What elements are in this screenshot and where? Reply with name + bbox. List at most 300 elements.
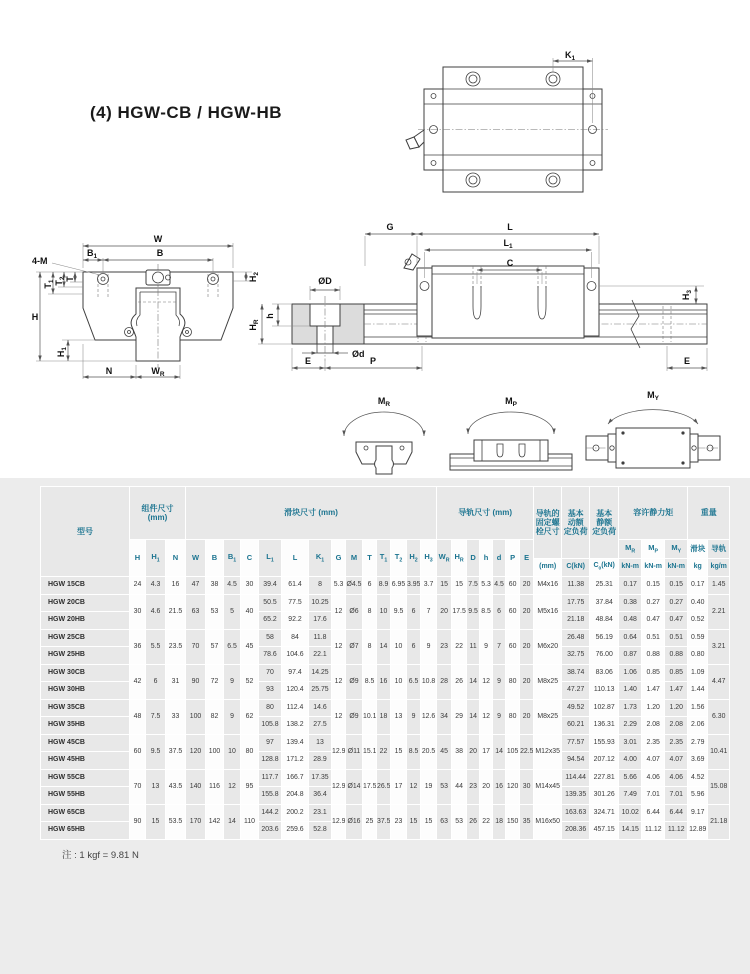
data-cell: 0.15 [642,577,664,594]
data-cell: 15.08 [708,770,729,804]
header-cell: 组件尺寸 (mm) [130,487,185,539]
data-cell: 1.09 [688,665,707,682]
data-cell: 15 [452,577,466,594]
header-cell: B [206,540,223,576]
data-cell: 92.2 [282,612,308,629]
data-cell: 9.5 [391,595,406,629]
data-cell: 16 [377,665,390,699]
data-cell: 95 [241,770,258,804]
header-cell: C(kN) [562,559,589,576]
data-cell: 10 [391,665,406,699]
dim-l1-label: $L_1$ [503,238,513,251]
dim-od-label: ØD [318,276,332,286]
data-cell: M6x20 [534,630,561,664]
data-cell: 37.5 [166,735,185,769]
data-cell: 2.79 [688,735,707,752]
data-cell: 2.29 [619,717,641,734]
data-cell: 21.5 [166,595,185,629]
data-cell: 0.64 [619,630,641,647]
data-cell: 7.49 [619,787,641,804]
header-cell: kg [688,559,707,576]
data-cell: 5.5 [146,630,165,664]
dim-odd-label: Ød [352,349,365,359]
data-cell: 1.73 [619,700,641,717]
data-cell: 0.48 [619,612,641,629]
data-cell: 104.6 [282,647,308,664]
data-cell: 301.26 [590,787,618,804]
table-row [41,805,729,822]
data-cell: 24 [130,577,145,594]
data-cell: 90 [186,665,205,699]
header-cell: P [506,540,519,576]
data-cell: 8 [363,630,376,664]
data-cell: 0.88 [665,647,687,664]
data-cell: Ø9 [346,665,362,699]
data-cell: 20 [520,595,533,629]
header-cell: 重量 [688,487,729,539]
dim-h3-label: $H_3$ [681,289,694,301]
spec-table-panel [0,478,750,974]
data-cell: 80 [241,735,258,769]
data-cell: 5.96 [688,787,707,804]
header-cell: D [467,540,479,576]
data-cell: 136.31 [590,717,618,734]
data-cell: M8x25 [534,700,561,734]
data-cell: 12 [332,665,345,699]
header-cell: kN-m [665,559,687,576]
dim-wr-label: $W_R$ [151,366,165,379]
data-cell: 204.8 [282,787,308,804]
data-cell: 78.6 [259,647,281,664]
header-cell: $K_1$ [309,540,331,576]
data-cell: 163.63 [562,805,589,822]
data-cell: HGW 15CB [41,577,129,594]
header-cell: L [282,540,308,576]
data-cell: 110.13 [590,682,618,699]
data-cell: 8.5 [407,735,420,769]
header-cell: 型号 [41,487,129,576]
data-cell: 155.8 [259,787,281,804]
data-cell: 35 [520,805,533,839]
data-cell: M5x16 [534,595,561,629]
data-cell: 53 [437,770,451,804]
data-cell: 29 [452,700,466,734]
data-cell: 14 [467,665,479,699]
data-cell: 63 [186,595,205,629]
data-cell: 6.30 [708,700,729,734]
data-cell: 77.5 [282,595,308,612]
data-cell: 58 [259,630,281,647]
data-cell: 14 [467,700,479,734]
data-cell: 6.5 [407,665,420,699]
data-cell: 4.3 [146,577,165,594]
data-cell: 60 [506,577,519,594]
data-cell: 144.2 [259,805,281,822]
data-cell: 97 [259,735,281,752]
data-cell: 10 [391,630,406,664]
dim-b1-label: $B_1$ [86,248,98,261]
data-cell: 140 [186,770,205,804]
data-cell: 10.41 [708,735,729,769]
data-cell: 7.01 [642,787,664,804]
data-cell: 21.18 [562,612,589,629]
data-cell: 13 [146,770,165,804]
data-cell: 0.51 [642,630,664,647]
data-cell: 1.45 [708,577,729,594]
dim-p-label: P [369,356,377,366]
data-cell: 0.85 [665,665,687,682]
data-cell: M4x16 [534,577,561,594]
header-cell: $T_2$ [391,540,406,576]
data-cell: M12x35 [534,735,561,769]
data-cell: HGW 65HB [41,822,129,839]
data-cell: 37.5 [377,805,390,839]
data-cell: 42 [130,665,145,699]
data-cell: 90 [130,805,145,839]
data-cell: 3.7 [421,577,436,594]
data-cell: 14 [377,630,390,664]
data-cell: 39.4 [259,577,281,594]
data-cell: 120.4 [282,682,308,699]
side-view-diagram [248,216,718,386]
header-cell: 滑块 [688,540,707,558]
data-cell: 170 [186,805,205,839]
table-row [41,665,729,682]
header-cell: C [241,540,258,576]
data-cell: 7.01 [665,787,687,804]
data-cell: 27.5 [309,717,331,734]
data-cell: 38 [452,735,466,769]
data-cell: 0.87 [619,647,641,664]
data-cell: 11.38 [562,577,589,594]
data-cell: HGW 25CB [41,630,129,647]
data-cell: 10.8 [421,665,436,699]
data-cell: 72 [206,665,223,699]
data-cell: 60 [130,735,145,769]
data-cell: 207.12 [590,752,618,769]
data-cell: 15 [421,805,436,839]
data-cell: 128.8 [259,752,281,769]
data-cell: 17.6 [309,612,331,629]
data-cell: 23 [467,770,479,804]
data-cell: 166.7 [282,770,308,787]
header-cell: $M_R$ [619,540,641,558]
data-cell: 70 [186,630,205,664]
data-cell: 17 [391,770,406,804]
data-cell: 9.5 [467,595,479,629]
data-cell: HGW 65CB [41,805,129,822]
data-cell: 11.12 [665,822,687,839]
data-cell: HGW 35CB [41,700,129,717]
data-cell: 100 [206,735,223,769]
header-cell: T [363,540,376,576]
data-cell: 0.80 [688,647,707,664]
data-cell: 61.4 [282,577,308,594]
data-cell: 43.5 [166,770,185,804]
dim-4m-label: 4-M [32,256,48,266]
data-cell: 18 [377,700,390,734]
data-cell: 93 [259,682,281,699]
data-cell: 14 [493,735,505,769]
data-cell: 0.17 [688,577,707,594]
data-cell: 20 [520,700,533,734]
data-cell: 0.52 [688,612,707,629]
data-cell: 44 [452,770,466,804]
table-row [41,770,729,787]
data-cell: 6.5 [224,630,240,664]
data-cell: 139.35 [562,787,589,804]
data-cell: 6 [407,630,420,664]
data-cell: 50.5 [259,595,281,612]
header-cell: N [166,540,185,576]
page-title: (4) HGW-CB / HGW-HB [90,103,283,122]
data-cell: 22 [377,735,390,769]
data-cell: 12 [407,770,420,804]
data-cell: 31 [166,665,185,699]
data-cell: 20 [520,665,533,699]
data-cell: 23 [391,805,406,839]
data-cell: 17.75 [562,595,589,612]
data-cell: 65.2 [259,612,281,629]
data-cell: 1.20 [665,700,687,717]
data-cell: 20 [480,770,492,804]
table-row [41,577,729,594]
data-cell: 94.54 [562,752,589,769]
data-cell: 9 [407,700,420,734]
dim-n-label: N [105,366,113,376]
data-cell: 53 [206,595,223,629]
header-cell: $C_0(kN)$ [590,559,618,576]
data-cell: 8 [309,577,331,594]
data-cell: 9 [421,630,436,664]
data-cell: 12 [224,770,240,804]
data-cell: 1.06 [619,665,641,682]
data-cell: HGW 20HB [41,612,129,629]
data-cell: 20.5 [421,735,436,769]
dim-h-label: H [31,312,39,322]
data-cell: 30 [130,595,145,629]
data-cell: HGW 25HB [41,647,129,664]
header-cell: kN-m [642,559,664,576]
data-cell: 2.08 [642,717,664,734]
table-row [41,630,729,647]
data-cell: 0.51 [665,630,687,647]
data-cell: 36 [130,630,145,664]
header-cell: kg/m [708,559,729,576]
data-cell: 60.21 [562,717,589,734]
data-cell: 17.5 [363,770,376,804]
data-cell: 8.5 [363,665,376,699]
data-cell: 139.4 [282,735,308,752]
header-cell: h [480,540,492,576]
data-cell: 4.06 [642,770,664,787]
data-cell: 4.5 [224,577,240,594]
data-cell: 5.3 [480,577,492,594]
header-cell: 基本 动额 定负荷 [562,487,589,558]
data-cell: 0.27 [642,595,664,612]
header-cell: 基本 静额 定负荷 [590,487,618,558]
data-cell: 60 [506,595,519,629]
data-cell: 25.75 [309,682,331,699]
spec-table [40,486,730,840]
dim-h2-label: $H_2$ [248,271,261,283]
data-cell: 0.17 [619,577,641,594]
mp-label: $M_P$ [505,396,517,409]
data-cell: 324.71 [590,805,618,822]
dim-e-label: E [304,356,312,366]
header-cell: $B_1$ [224,540,240,576]
data-cell: 12 [332,700,345,734]
data-cell: 2.35 [642,735,664,752]
header-cell: H [130,540,145,576]
moment-mp-diagram [444,390,578,478]
data-cell: 6.44 [665,805,687,822]
header-cell: $H_2$ [407,540,420,576]
data-cell: 83.06 [590,665,618,682]
data-cell: 12.6 [421,700,436,734]
data-cell: 10.1 [363,700,376,734]
data-cell: 1.47 [642,682,664,699]
data-cell: 1.44 [688,682,707,699]
data-cell: 45 [437,735,451,769]
data-cell: HGW 30HB [41,682,129,699]
data-cell: 8.5 [480,595,492,629]
data-cell: 1.47 [665,682,687,699]
data-cell: 20 [520,577,533,594]
data-cell: 10.02 [619,805,641,822]
data-cell: 6.95 [391,577,406,594]
data-cell: 4.5 [493,577,505,594]
data-cell: 15 [391,735,406,769]
data-cell: 23.1 [309,805,331,822]
data-cell: 14.15 [619,822,641,839]
data-cell: 37.84 [590,595,618,612]
data-cell: 13 [391,700,406,734]
data-cell: 62 [241,700,258,734]
data-cell: HGW 20CB [41,595,129,612]
data-cell: 4.07 [642,752,664,769]
data-cell: Ø11 [346,735,362,769]
data-cell: 26 [452,665,466,699]
data-cell: 80 [506,700,519,734]
data-cell: 28 [437,665,451,699]
table-row [41,700,729,717]
data-cell: 52 [241,665,258,699]
dim-w-label: W [153,234,163,244]
data-cell: 0.40 [688,595,707,612]
data-cell: 8.9 [377,577,390,594]
table-row [41,595,729,612]
data-cell: 33 [166,700,185,734]
dim-t1-label: $T_1$ [43,279,56,289]
data-cell: 102.87 [590,700,618,717]
data-cell: 48.84 [590,612,618,629]
dim-l-label: L [507,222,513,232]
header-cell: $H_3$ [421,540,436,576]
data-cell: 84 [282,630,308,647]
data-cell: 80 [506,665,519,699]
data-cell: 16 [166,577,185,594]
data-cell: 7 [421,595,436,629]
data-cell: 11 [467,630,479,664]
data-cell: 8 [363,595,376,629]
data-cell: HGW 35HB [41,717,129,734]
data-cell: 6 [407,595,420,629]
data-cell: 3.69 [688,752,707,769]
data-cell: 171.2 [282,752,308,769]
data-cell: 11.12 [642,822,664,839]
header-cell: 滑块尺寸 (mm) [186,487,436,539]
data-cell: 3.21 [708,630,729,664]
my-label: $M_Y$ [647,390,659,403]
data-cell: 208.36 [562,822,589,839]
data-cell: 0.27 [665,595,687,612]
data-cell: 22.1 [309,647,331,664]
data-cell: 38 [206,577,223,594]
data-cell: 11.8 [309,630,331,647]
data-cell: Ø7 [346,630,362,664]
data-cell: 70 [259,665,281,682]
data-cell: 155.93 [590,735,618,752]
dim-e-right-label: E [683,356,691,366]
data-cell: 32.75 [562,647,589,664]
data-cell: 36.4 [309,787,331,804]
data-cell: 1.56 [688,700,707,717]
data-cell: M8x25 [534,665,561,699]
data-cell: 25.31 [590,577,618,594]
dim-t2-label: $T_2$ [54,276,67,286]
data-cell: 114.44 [562,770,589,787]
data-cell: 9 [493,700,505,734]
data-cell: 6.44 [642,805,664,822]
data-cell: 2.21 [708,595,729,629]
data-cell: 2.35 [665,735,687,752]
moment-my-diagram [580,384,726,480]
data-cell: M16x50 [534,805,561,839]
data-cell: 259.6 [282,822,308,839]
data-cell: 105.8 [259,717,281,734]
data-cell: 4.00 [619,752,641,769]
data-cell: 12 [332,630,345,664]
data-cell: 9.5 [146,735,165,769]
data-cell: Ø16 [346,805,362,839]
data-cell: 7.5 [146,700,165,734]
dim-h1-label: $H_1$ [56,346,69,358]
data-cell: 14.25 [309,665,331,682]
data-cell: 30 [241,577,258,594]
data-cell: 203.6 [259,822,281,839]
header-cell: $H_R$ [452,540,466,576]
data-cell: Ø9 [346,700,362,734]
data-cell: 7.5 [467,577,479,594]
table-row [41,735,729,752]
data-cell: 60 [506,630,519,664]
data-cell: 227.81 [590,770,618,787]
data-cell: 100 [186,700,205,734]
data-cell: 26.48 [562,630,589,647]
data-cell: 21.18 [708,805,729,839]
data-cell: 112.4 [282,700,308,717]
data-cell: 52.8 [309,822,331,839]
dim-k1-label: $K_1$ [564,50,576,63]
data-cell: 16 [493,770,505,804]
data-cell: 142 [206,805,223,839]
data-cell: 2.06 [688,717,707,734]
data-cell: 14.6 [309,700,331,717]
data-cell: 26 [467,805,479,839]
header-cell: d [493,540,505,576]
header-cell: $M_P$ [642,540,664,558]
